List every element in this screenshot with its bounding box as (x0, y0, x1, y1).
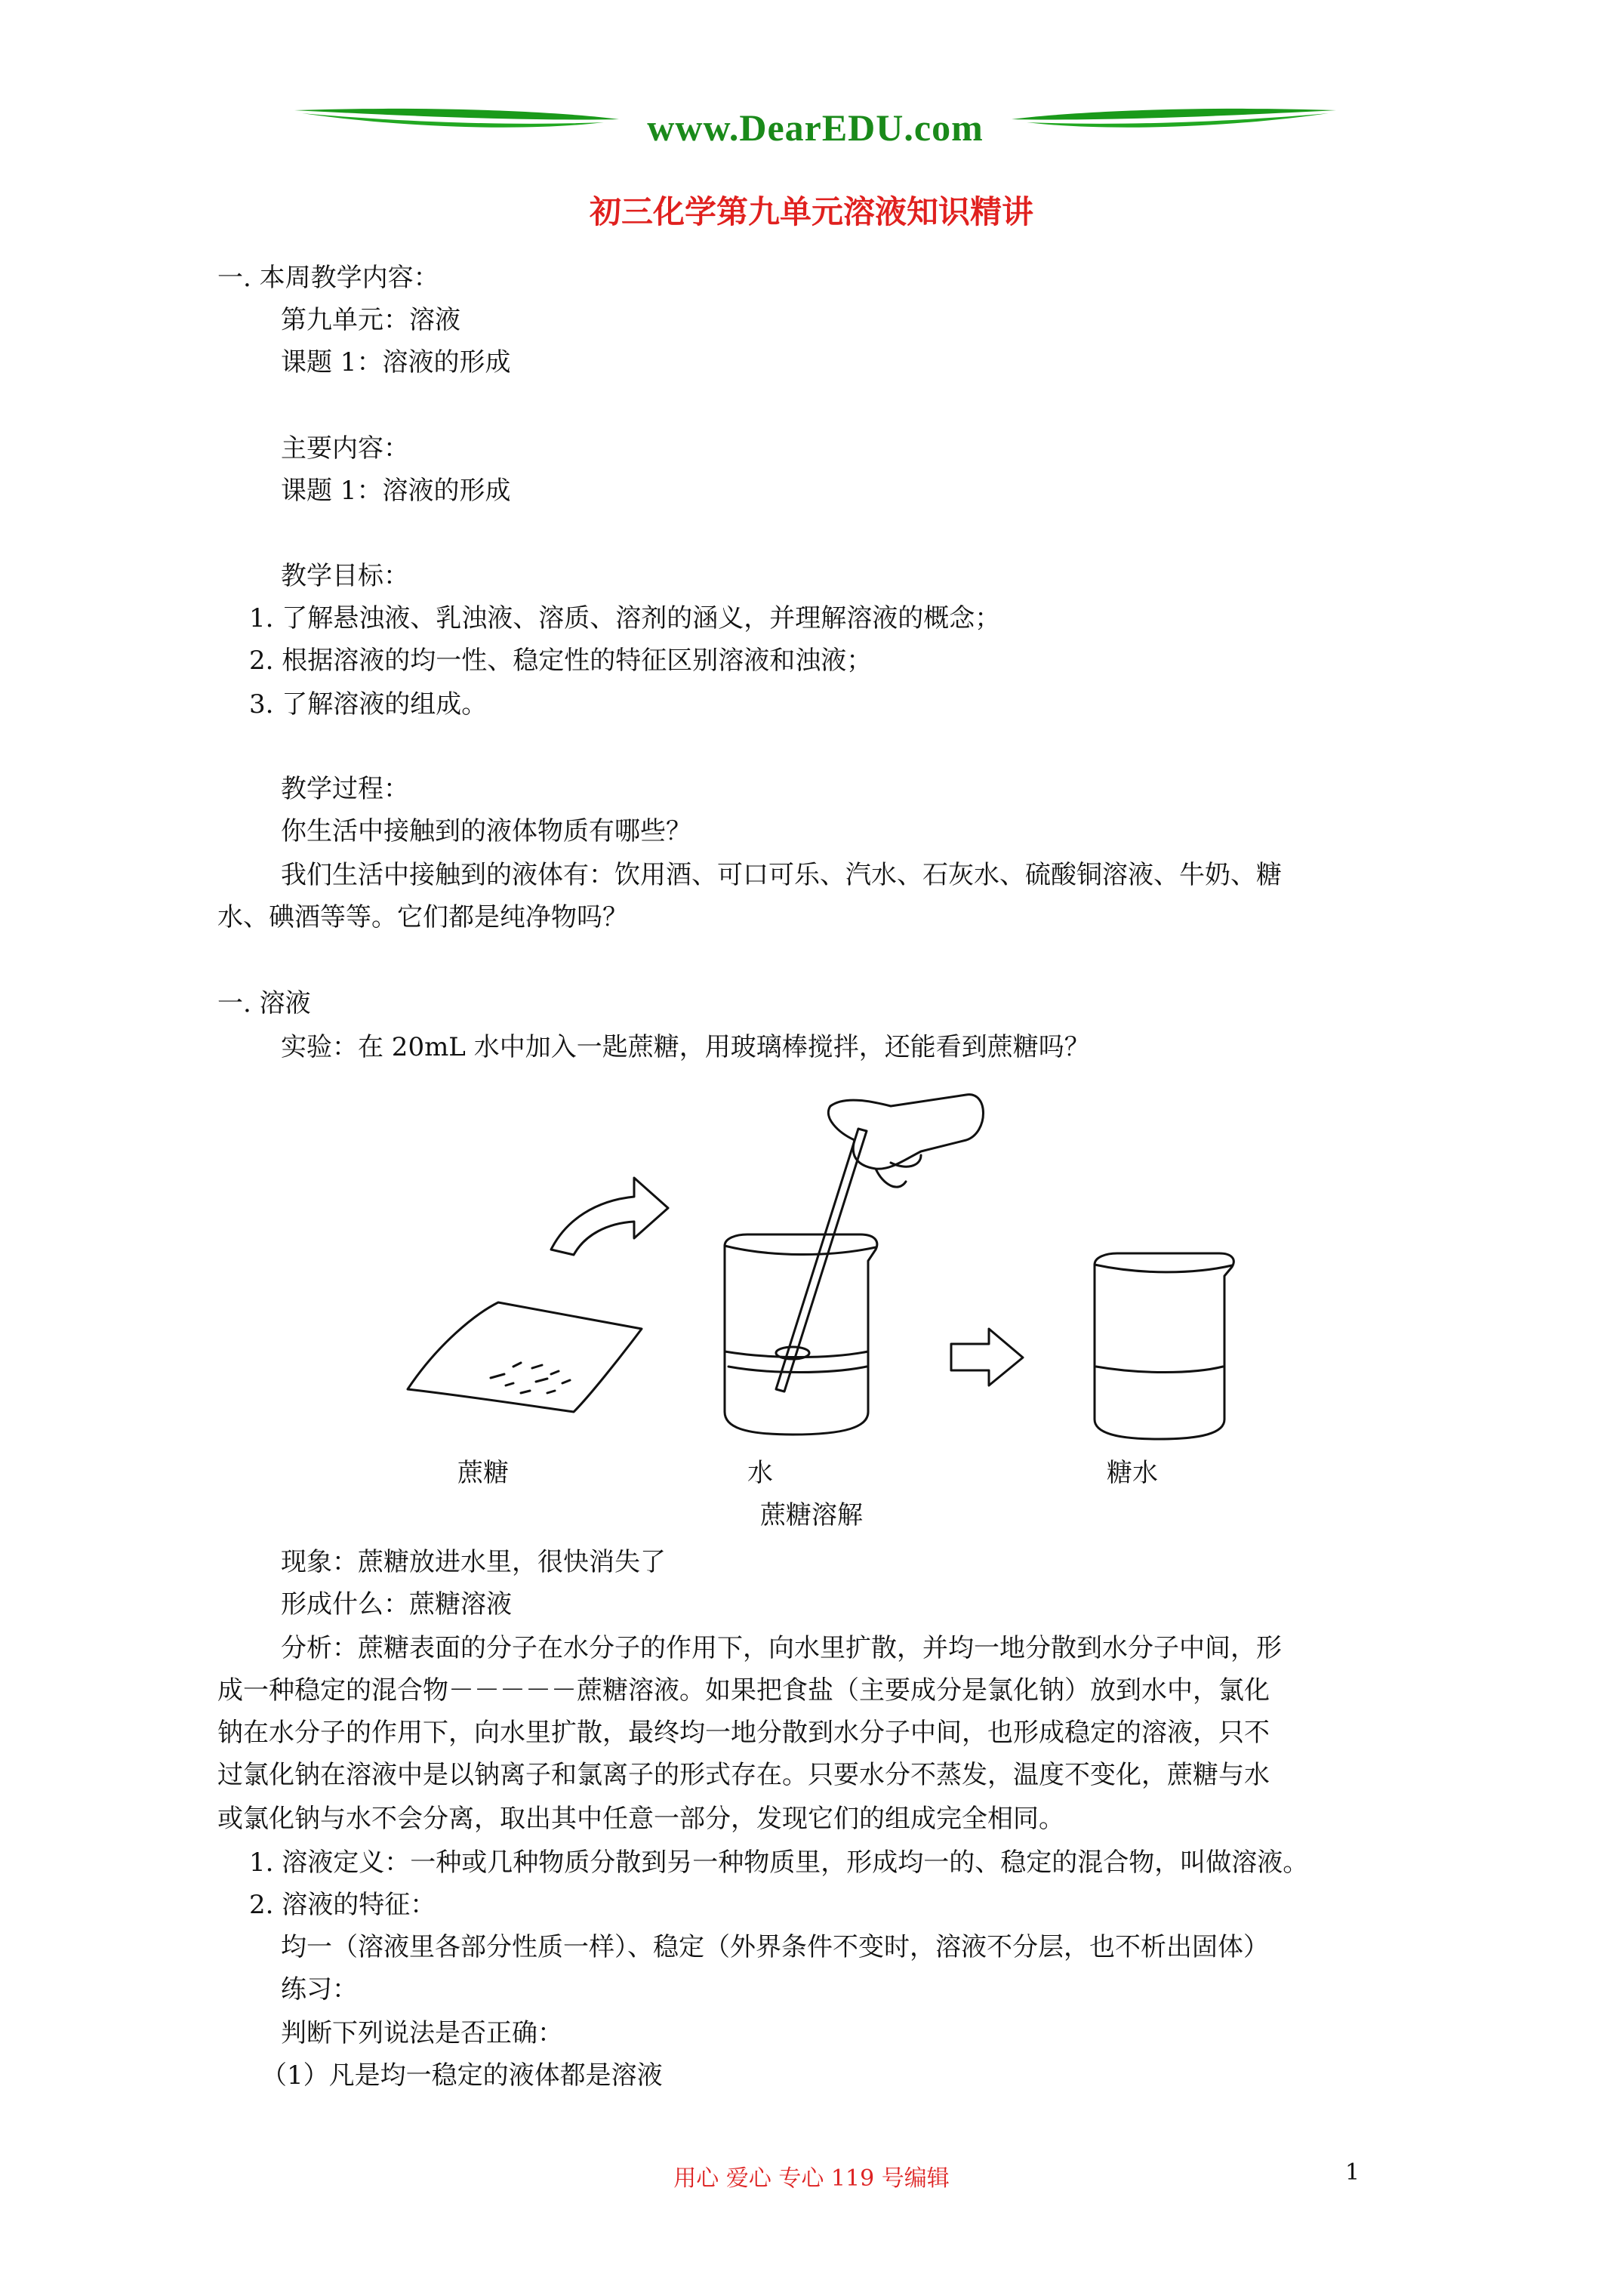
list-item: 1. 溶液定义：一种或几种物质分散到另一种物质里，形成均一的、稳定的混合物，叫做溶液。 (249, 1848, 1309, 1878)
text-line: 分析：蔗糖表面的分子在水分子的作用下，向水里扩散，并均一地分散到水分子中间，形 (281, 1633, 1282, 1663)
beaker-icon (725, 1234, 877, 1435)
header-banner (287, 89, 1344, 172)
text-line: 现象：蔗糖放进水里，很快消失了 (281, 1547, 666, 1577)
text-line: 钠在水分子的作用下，向水里扩散，最终均一地分散到水分子中间，也形成稳定的溶液，只不 (217, 1718, 1270, 1748)
experiment-figure (393, 1087, 1298, 1510)
curved-arrow-icon (551, 1178, 668, 1255)
section-heading: 一. 本周教学内容： (217, 263, 439, 293)
text-line: 课题 1：溶液的形成 (281, 347, 511, 378)
hand-icon (828, 1095, 983, 1170)
page-number: 1 (1345, 2159, 1360, 2186)
right-arrow-icon (951, 1329, 1023, 1385)
text-line: 主要内容： (281, 433, 409, 464)
text-line: （1）凡是均一稳定的液体都是溶液 (261, 2060, 663, 2091)
text-line: 成一种稳定的混合物－－－－－蔗糖溶液。如果把食盐（主要成分是氯化钠）放到水中，氯化 (217, 1675, 1270, 1706)
text-line: 均一（溶液里各部分性质一样）、稳定（外界条件不变时，溶液不分层，也不析出固体） (281, 1932, 1269, 1962)
text-line: 水、碘酒等等。它们都是纯净物吗？ (217, 902, 628, 932)
document-title: 初三化学第九单元溶液知识精讲 (589, 193, 1033, 230)
solution-level (1096, 1367, 1223, 1373)
list-item: 2. 溶液的特征： (249, 1890, 436, 1920)
text-line: 第九单元：溶液 (281, 305, 460, 335)
text-line: 课题 1：溶液的形成 (281, 476, 511, 506)
glass-rod-icon (776, 1129, 867, 1391)
text-line: 你生活中接触到的液体物质有哪些？ (281, 816, 691, 846)
page-footer: 用心 爱心 专心 119 号编辑 (673, 2165, 950, 2192)
text-line: 判断下列说法是否正确： (281, 2018, 563, 2048)
list-item: 3. 了解溶液的组成。 (249, 689, 488, 720)
text-line: 或氯化钠与水不会分离，取出其中任意一部分，发现它们的组成完全相同。 (217, 1804, 1064, 1834)
sugar-label: 蔗糖 (457, 1458, 509, 1488)
text-line: 练习： (281, 1974, 358, 2005)
text-line: 实验：在 20mL 水中加入一匙蔗糖，用玻璃棒搅拌，还能看到蔗糖吗？ (281, 1032, 1090, 1062)
text-line: 形成什么：蔗糖溶液 (281, 1589, 512, 1620)
text-line: 教学过程： (281, 774, 409, 804)
text-line: 我们生活中接触到的液体有：饮用酒、可口可乐、汽水、石灰水、硫酸铜溶液、牛奶、糖 (281, 860, 1282, 890)
figure-caption: 蔗糖溶解 (760, 1500, 863, 1530)
site-name[interactable]: www.DearEDU.com (647, 106, 984, 149)
water-label: 水 (747, 1458, 773, 1488)
sugar-water-label: 糖水 (1107, 1458, 1158, 1488)
beaker-icon (1095, 1253, 1233, 1439)
list-item: 2. 根据溶液的均一性、稳定性的特征区别溶液和浊液； (249, 646, 873, 676)
list-item: 1. 了解悬浊液、乳浊液、溶质、溶剂的涵义，并理解溶液的概念； (249, 603, 1001, 633)
text-line: 过氯化钠在溶液中是以钠离子和氯离子的形式存在。只要水分不蒸发，温度不变化，蔗糖与水 (217, 1760, 1270, 1790)
text-line: 教学目标： (281, 561, 409, 591)
sugar-dissolving-illustration (393, 1087, 1298, 1450)
section-heading: 一. 溶液 (217, 988, 311, 1019)
paper-icon (408, 1302, 642, 1412)
